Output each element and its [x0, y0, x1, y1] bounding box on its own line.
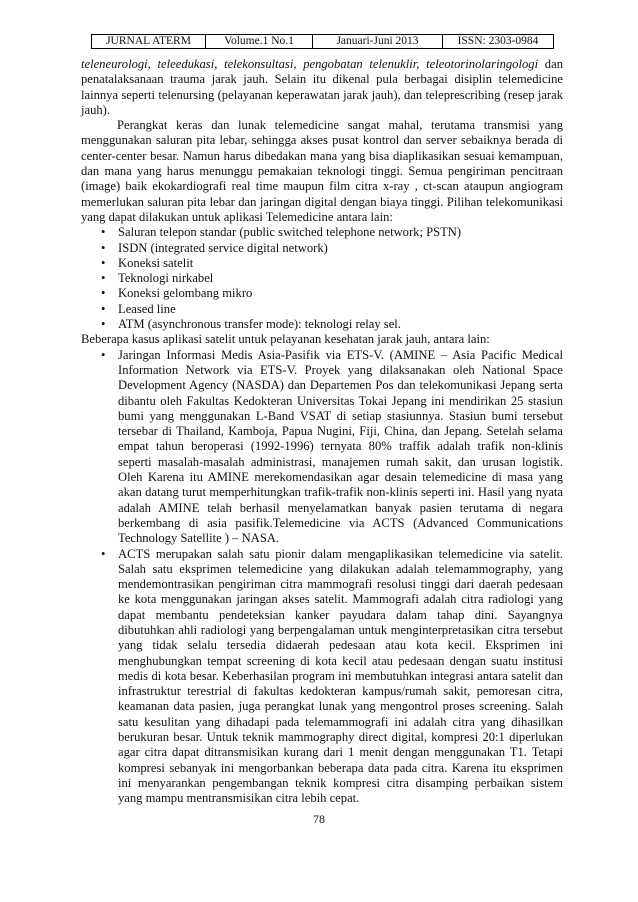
list-item	[81, 225, 563, 240]
bullet-icon: •	[101, 546, 106, 561]
bullet-icon: •	[101, 286, 106, 301]
bullet-icon: •	[101, 225, 106, 240]
satellite-cases-list	[81, 348, 563, 807]
list-item-text: Koneksi satelit	[118, 255, 194, 270]
paragraph-satellite-cases: Beberapa kasus aplikasi satelit untuk pelayanan kesehatan jarak jauh, antara lain:	[81, 332, 490, 347]
list-item	[81, 271, 563, 286]
list-item-text: Koneksi gelombang mikro	[118, 286, 253, 301]
list-item-text: ACTS merupakan salah satu pionir dalam mengaplikasikan telemedicine via satelit. Salah satu eksprimen telemedicine yang dilakukan adalah telemammography, yang mendemontrasikan pengiriman citra mammografi resolusi tinggi dari daerah pedesaan ke kota menggunakan jaringan akses satelit. Mammografi adalah citra radiologi yang dapat membantu pendeteksian kanker payudara dalam tahap dini. Sayangnya dibutuhkan ahli radiologi yang berpengalaman untuk menginterpretasikan citra tersebut yang tidak selalu tersedia didaerah pedesaan atau kota kecil. Eksprimen ini menghubungkan tempat screening di kota kecil atau pedesaan dengan suatu institusi medis di kota besar. Keberhasilan program ini membutuhkan integrasi antara satelit dan infrastruktur terestrial di fakultas kedokteran kampus/rumah sakit, pemoresan citra, keamanan data pasien, juga perangkat lunak yang mengontrol proses screening. Salah satu kesulitan yang dihadapi pada telemammografi ini adalah citra yang dihasilkan berukuran besar. Untuk teknik mammography direct digital, kompresi 20:1 diperlukan agar citra dapat ditransmisikan kurang dari 1 menit dengan menggunakan T1. Tetapi kompresi sebanyak ini mengorbankan beberapa data pada citra. Karena itu eksprimen ini menyarankan pengembangan teknik kompresi citra disamping perbaikan sistem yang mampu mentransmisikan citra lebih cepat.	[118, 546, 563, 806]
bullet-icon: •	[101, 271, 106, 286]
paragraph-continuation-text: dan penatalaksanaan trauma jarak jauh. Selain itu dikenal pula berbagai disiplin telemedicine lainnya seperti telenursing (pelayanan keperawatan jarak jauh), dan teleprescribing (resep jarak jauh).	[81, 57, 563, 117]
list-item	[81, 348, 563, 547]
journal-volume: Volume.1 No.1	[206, 35, 313, 48]
list-item-text: Jaringan Informasi Medis Asia-Pasifik via ETS-V. (AMINE – Asia Pacific Medical Information Network via ETS-V. Proyek yang dilaksanakan oleh National Space Development Agency (NASDA) dan Departemen Pos dan telekomunikasi Jepang serta dibantu oleh Fakultas Kedokteran Universitas Tokai Jepang ini mendirikan 25 stasiun bumi yang menggunakan L-Band VSAT di setiap stasiunnya. Stasiun bumi tersebut tersebar di Thailand, Kamboja, Papua Nugini, Fiji, China, dan Jepang. Setelah selama empat tahun beroperasi (1992-1996) ternyata 80% traffik adalah trafik non-klinis seperti masalah-masalah administrasi, manajemen rumah sakit, dan urusan logistik. Oleh Karena itu AMINE merekomendasikan agar desain telemedicine di masa yang akan datang turut memperhitungkan trafik-trafik non-klinis seperti ini. Hasil yang nyata adalah AMINE telah berhasil menyelamatkan banyak pasien terutama di negara berkembang di asia pasifik.Telemedicine via ACTS (Advanced Communications Technology Satellite ) – NASA.	[118, 347, 563, 546]
paragraph-hardware: Perangkat keras dan lunak telemedicine sangat mahal, terutama transmisi yang menggunakan saluran pita lebar, sehingga akses pusat kontrol dan server sebaiknya berada di center-center besar. Namun harus dibedakan mana yang bisa diaplikasikan sesuai kemampuan, dan mana yang harus menunggu pemakaian teknologi tinggi. Semua pengiriman pencitraan (image) baik ekokardiografi real time maupun film citra x-ray , ct-scan ataupun angiogram memerlukan saluran pita lebar dan jaringan digital dengan biaya tinggi. Pilihan telekomunikasi yang dapat dilakukan untuk aplikasi Telemedicine antara lain:	[81, 118, 563, 224]
bullet-icon: •	[101, 317, 106, 332]
journal-period: Januari-Juni 2013	[313, 35, 443, 48]
list-item	[81, 547, 563, 807]
bullet-icon: •	[101, 347, 106, 362]
bullet-icon: •	[101, 301, 106, 316]
list-item-text: Saluran telepon standar (public switched telephone network; PSTN)	[118, 225, 462, 240]
list-item-text: Leased line	[118, 301, 176, 316]
list-item-text: ATM (asynchronous transfer mode): teknologi relay sel.	[118, 317, 401, 332]
list-item	[81, 241, 563, 256]
italic-terms: teleneurologi, teleedukasi, telekonsultasi, pengobatan telenuklir, teleotorinolaringologi	[81, 57, 539, 71]
bullet-icon: •	[101, 240, 106, 255]
list-item	[81, 317, 563, 332]
bullet-icon: •	[101, 255, 106, 270]
journal-header	[91, 34, 554, 49]
journal-name: JURNAL ATERM	[92, 35, 206, 48]
list-item	[81, 286, 563, 301]
journal-issn: ISSN: 2303-0984	[457, 35, 539, 47]
telecom-options-list	[81, 225, 563, 332]
list-item-text: Teknologi nirkabel	[118, 271, 214, 286]
list-item	[81, 256, 563, 271]
list-item	[81, 302, 563, 317]
paragraph-continuation	[81, 57, 563, 118]
list-item-text: ISDN (integrated service digital network)	[118, 240, 328, 255]
page-number: 78	[313, 812, 325, 826]
body-text	[81, 57, 563, 807]
